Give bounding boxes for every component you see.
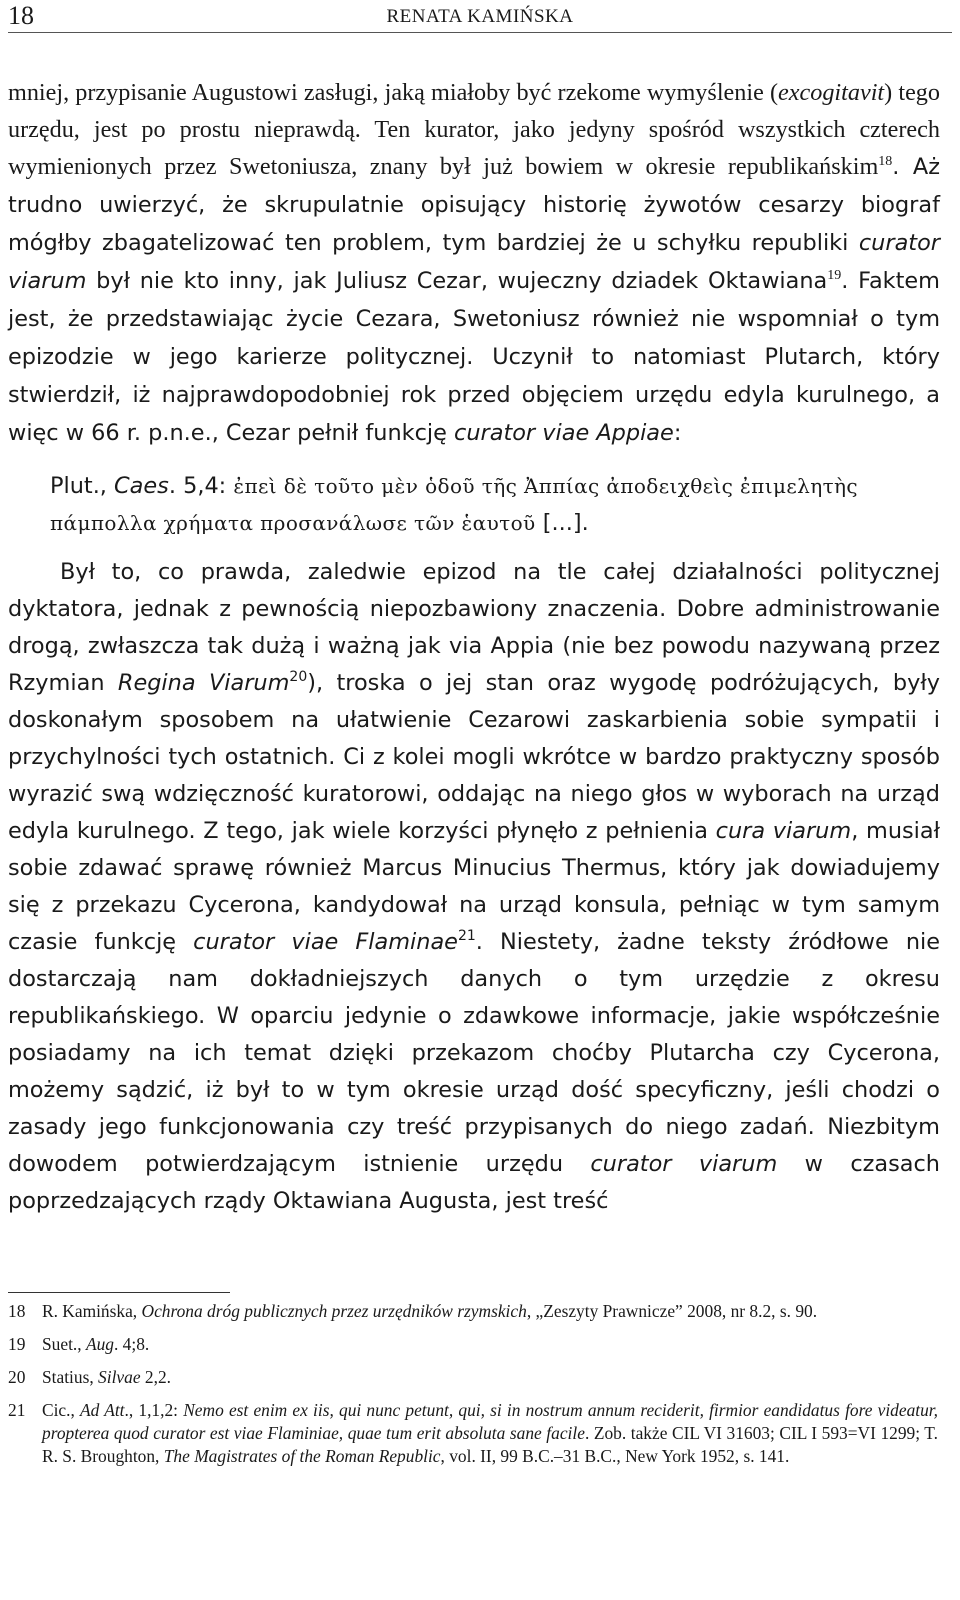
greek-text: ἐπεὶ δὲ τοῦτο μὲν ὁδοῦ τῆς Ἀππίας ἀποδειχθεὶς ἐπιμελητὴς πάμπολλα χρήματα προσανάλωσε τῶν ἑαυτοῦ bbox=[50, 474, 859, 535]
footnote-ref-18[interactable]: 18 bbox=[878, 154, 893, 169]
footnote-number: 21 bbox=[8, 1400, 26, 1420]
text-run: Suet., bbox=[42, 1334, 86, 1354]
text-run: , vol. II, 99 B.C.–31 B.C., New York 1952, s. 141. bbox=[440, 1446, 790, 1466]
paragraph-1 bbox=[8, 74, 940, 452]
text-run: Był to, co prawda, zaledwie epizod na tle całej działalności politycznej dyktatora, jednak z pewnością niepozbawiony znaczenia. Dobre administrowanie drogą, zwłaszcza tak dużą i ważną jak via Appia (nie bez powodu nazywaną przez Rzymian bbox=[8, 559, 940, 696]
text-run: Statius, bbox=[42, 1367, 99, 1387]
quote-work: Caes bbox=[114, 473, 169, 499]
main-text bbox=[8, 74, 940, 1220]
footnote-ref-19[interactable]: 19 bbox=[827, 268, 842, 283]
footnote-20 bbox=[8, 1366, 938, 1389]
text-run: , musiał sobie zdawać sprawę również Marcus Minucius Thermus, który jak dowiadujemy się z przekazu Cycerona, kandydował na urząd konsula, pełniąc w tym samym czasie funkcję bbox=[8, 818, 940, 955]
text-run: R. Kamińska, bbox=[42, 1301, 142, 1321]
quote-source: Plut., bbox=[50, 473, 115, 499]
latin-term: excogitavit bbox=[778, 79, 885, 106]
latin-quotation: Nemo est enim ex iis, qui nunc petunt, qui, si in nostrum annum reciderit, firmior eandidatus fore videatur, propterea quod curator est viae Flaminiae, quae tum erit absoluta sane facile bbox=[42, 1400, 938, 1443]
text-run: 2,2. bbox=[140, 1367, 171, 1387]
paragraph-2 bbox=[8, 554, 940, 1220]
latin-term: Regina Viarum bbox=[117, 670, 290, 696]
latin-term: curator viarum bbox=[590, 1151, 778, 1177]
quote-ref: . 5,4: bbox=[168, 473, 234, 499]
work-title: Ad Att bbox=[80, 1400, 125, 1420]
text-run: ) tego urzędu, jest po prostu nieprawdą. Ten kurator, jako jedyny spośród wszystkich czterech wymienionych przez Swetoniusza, znany był już bowiem w okresie republikańskim bbox=[8, 79, 940, 180]
text-run: , „Zeszyty Prawnicze” 2008, nr 8.2, s. 90. bbox=[526, 1301, 818, 1321]
text-run: . Niestety, żadne teksty źródłowe nie dostarczają nam dokładniejszych danych o tym urzędzie z okresu republikańskiego. W oparciu jedynie o zdawkowe informacje, jakie współcześnie posiadamy na ich temat dzięki przekazom choćby Plutarcha czy Cycerona, możemy sądzić, iż był to w tym okresie urząd dość specyficzny, jeśli chodzi o zasady jego funkcjonowania czy treść przypisanych do niego zadań. Niezbitym dowodem potwierdzającym istnienie urzędu bbox=[8, 929, 941, 1177]
text-run: ., 1,1,2: bbox=[124, 1400, 184, 1420]
text-run: . Zob. także CIL VI 31603; CIL I 593=VI 1299; T. R. S. Broughton, bbox=[42, 1423, 938, 1466]
footnote-number: 18 bbox=[8, 1301, 26, 1321]
text-run: Cic., bbox=[42, 1400, 81, 1420]
footnote-number: 19 bbox=[8, 1334, 26, 1354]
footnote-21 bbox=[8, 1399, 938, 1468]
latin-term: cura viarum bbox=[715, 818, 852, 844]
text-run: . 4;8. bbox=[113, 1334, 150, 1354]
footnotes bbox=[8, 1300, 938, 1478]
latin-term: curator viarum bbox=[8, 230, 940, 294]
text-run: był nie kto inny, jak Juliusz Cezar, wujeczny dziadek Oktawiana bbox=[86, 268, 828, 294]
work-title: Silvae bbox=[98, 1367, 141, 1387]
work-title: Aug bbox=[85, 1334, 114, 1354]
footnote-ref-20[interactable]: 20 bbox=[289, 669, 308, 685]
text-run: mniej, przypisanie Augustowi zasługi, jaką miałoby być rzekome wymyślenie ( bbox=[8, 79, 779, 106]
page-number: 18 bbox=[8, 1, 34, 30]
work-title: The Magistrates of the Roman Republic bbox=[163, 1446, 441, 1466]
quote-ellipsis: [...]. bbox=[535, 510, 589, 536]
footnote-18 bbox=[8, 1300, 938, 1323]
text-run: ), troska o jej stan oraz wygodę podróżujących, były doskonałym sposobem na ułatwienie Cezarowi zaskarbienia sobie sympatii i przychylności tych ostatnich. Ci z kolei mogli wkrótce w bardzo praktyczny sposób wyrazić swą wdzięczność kuratorowi, oddając na niego głos w wyborach na urząd edyla kurulnego. Z tego, jak wiele korzyści płynęło z pełnienia bbox=[8, 670, 940, 844]
latin-term: curator viae Flaminae bbox=[193, 929, 458, 955]
footnote-19 bbox=[8, 1333, 938, 1356]
latin-term: curator viae Appiae bbox=[454, 420, 674, 446]
footnote-ref-21[interactable]: 21 bbox=[457, 928, 476, 944]
page-header bbox=[8, 2, 952, 33]
text-run: w czasach poprzedzających rządy Oktawiana Augusta, jest treść bbox=[8, 1151, 940, 1214]
footnote-divider bbox=[8, 1292, 230, 1293]
running-head: RENATA KAMIŃSKA bbox=[386, 6, 574, 27]
work-title: Ochrona dróg publicznych przez urzędników rzymskich bbox=[141, 1301, 527, 1321]
text-run: : bbox=[673, 420, 682, 446]
text-run: . Aż trudno uwierzyć, że skrupulatnie opisujący historię żywotów cesarzy biograf mógłby zbagatelizować ten problem, tym bardziej że u schyłku republiki bbox=[8, 154, 940, 256]
greek-quotation bbox=[50, 468, 940, 542]
footnote-number: 20 bbox=[8, 1367, 26, 1387]
text-run: . Faktem jest, że przedstawiając życie Cezara, Swetoniusz również nie wspomniał o tym epizodzie w jego karierze politycznej. Uczynił to natomiast Plutarch, który stwierdził, iż najprawdopodobniej rok przed objęciem urzędu edyla kurulnego, a więc w 66 r. p.n.e., Cezar pełnił funkcję bbox=[8, 268, 940, 446]
